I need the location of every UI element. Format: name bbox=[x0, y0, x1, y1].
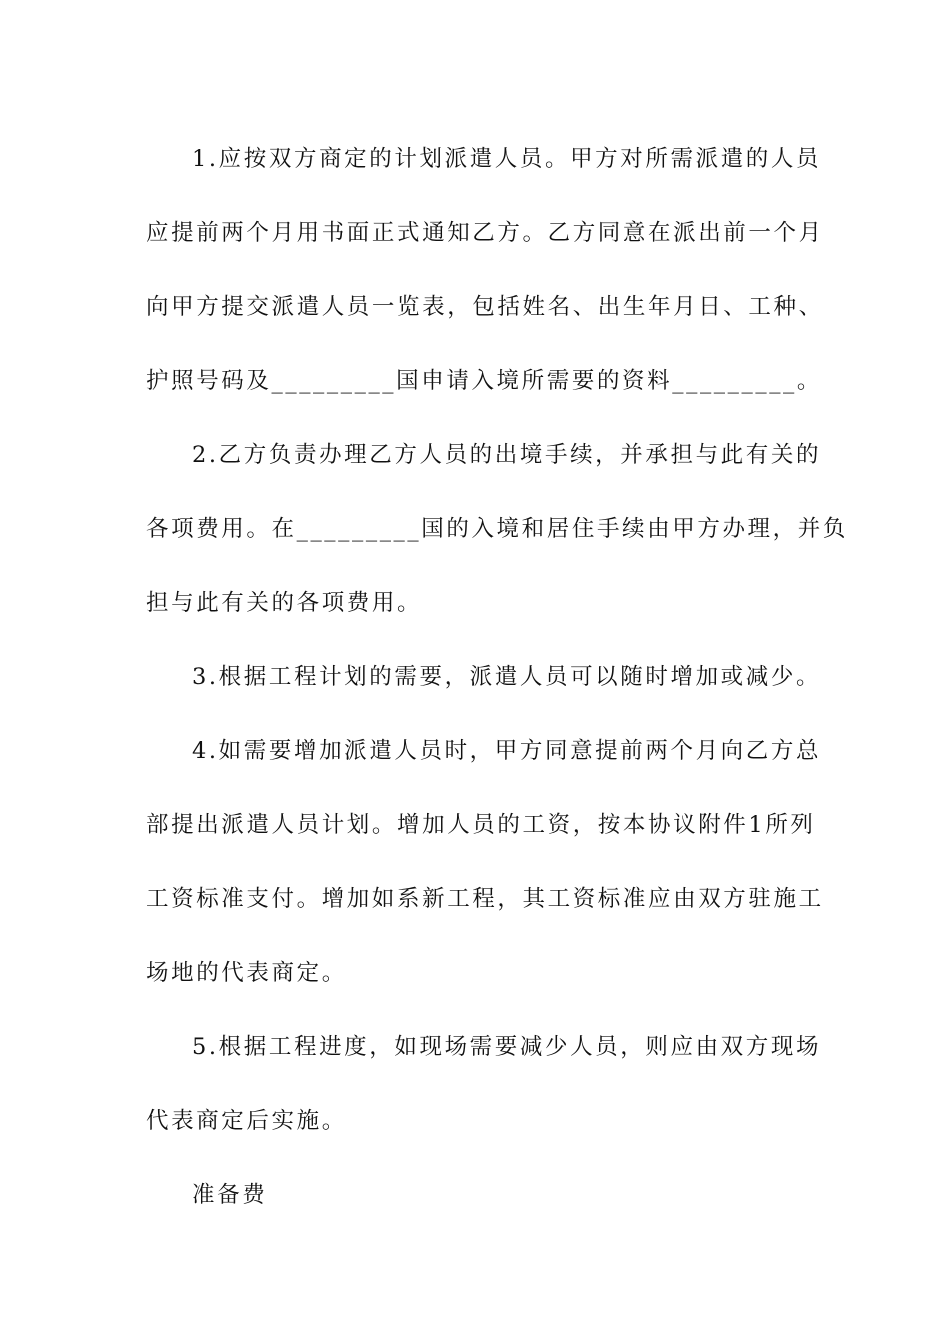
paragraph-4 bbox=[146, 714, 824, 1010]
paragraph-3 bbox=[146, 640, 822, 714]
paragraph-line: 代表商定后实施。 bbox=[146, 1108, 347, 1134]
paragraph-line: 工资标准支付。增加如系新工程，其工资标准应由双方驻施工 bbox=[146, 886, 824, 912]
paragraph-line: 向甲方提交派遣人员一览表，包括姓名、出生年月日、工种、 bbox=[146, 294, 824, 320]
paragraph-line: 5.根据工程进度，如现场需要减少人员，则应由双方现场 bbox=[192, 1034, 822, 1060]
paragraph-line: 应提前两个月用书面正式通知乙方。乙方同意在派出前一个月 bbox=[146, 220, 824, 246]
paragraph-1 bbox=[146, 122, 824, 418]
section-heading: 准备费 bbox=[192, 1182, 268, 1208]
paragraph-2 bbox=[146, 418, 848, 640]
paragraph-line: 2.乙方负责办理乙方人员的出境手续，并承担与此有关的 bbox=[192, 442, 822, 468]
paragraph-line: 担与此有关的各项费用。 bbox=[146, 590, 423, 616]
paragraph-line: 场地的代表商定。 bbox=[146, 960, 347, 986]
document-body bbox=[146, 122, 848, 1232]
paragraph-line: 部提出派遣人员计划。增加人员的工资，按本协议附件1所列 bbox=[146, 812, 816, 838]
paragraph-line: 护照号码及_________国申请入境所需要的资料_________。 bbox=[146, 368, 823, 394]
paragraph-line: 3.根据工程计划的需要，派遣人员可以随时增加或减少。 bbox=[192, 664, 822, 690]
paragraph-line: 1.应按双方商定的计划派遣人员。甲方对所需派遣的人员 bbox=[192, 146, 822, 172]
paragraph-line: 各项费用。在_________国的入境和居住手续由甲方办理，并负 bbox=[146, 516, 848, 542]
paragraph-line: 4.如需要增加派遣人员时，甲方同意提前两个月向乙方总 bbox=[192, 738, 822, 764]
paragraph-5 bbox=[146, 1010, 822, 1158]
